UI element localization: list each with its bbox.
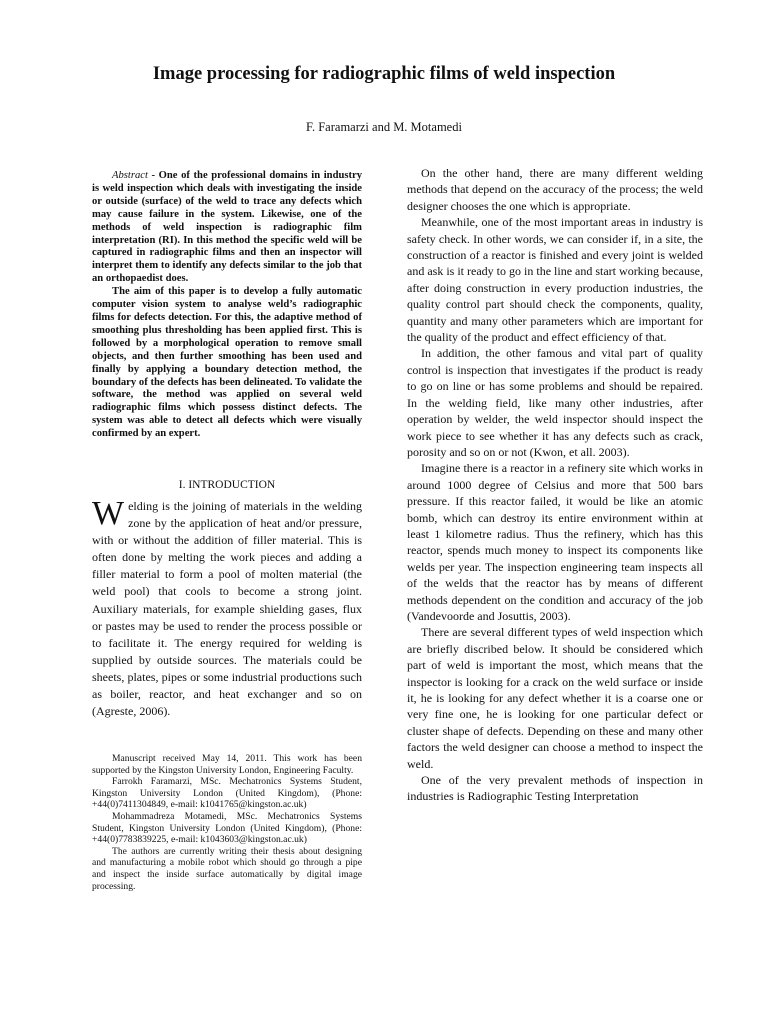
- abstract-dash: -: [147, 170, 159, 181]
- right-paragraph-5: There are several different types of weld inspection which are briefly discribed below. It should be considered which part of weld is important the most, which means that the inspector is looking for a crack on the weld surface or inside it, he is looking for any defect whether it is a coarse one or very fine one, he is looking for one particular defect or cluster shape of defects. Depending on these and many other factors the weld designer can choose a method to inspect the weld.: [407, 625, 703, 771]
- right-paragraph-2: Meanwhile, one of the most important areas in industry is safety check. In other words, we can consider if, in a site, the construction of a reactor is finished and every joint is welded and ask is it ready to go in the line and start working because, after doing construction in every production industries, the quality control part should check the components, quality, quantity and many other parameters which are important for the quality of the product and effect efficiency of that.: [407, 215, 703, 345]
- right-column-body: [407, 165, 703, 805]
- right-paragraph-3: In addition, the other famous and vital part of quality control is inspection that investigates if the product is ready to go on line or has some problems and should be repaired. In the welding field, like many other industries, after operation by welder, the weld inspector should inspect the work piece to see whether it has any defects such as crack, porosity and so on or not (Kwon, et all. 2003).: [407, 346, 703, 459]
- paper-authors: F. Faramarzi and M. Motamedi: [306, 120, 462, 134]
- footnote-author-1: Farrokh Faramarzi, MSc. Mechatronics Systems Student, Kingston University London (United Kingdom), (Phone: +44(0)7411304849, e-mail: k1041765@kingston.ac.uk): [92, 776, 362, 811]
- abstract-paragraph-1: [92, 170, 362, 286]
- paper-title: Image processing for radiographic films of weld inspection: [152, 64, 616, 84]
- abstract-section: [92, 170, 362, 441]
- drop-cap: W: [92, 495, 125, 532]
- footnotes-section: [92, 753, 362, 892]
- section-heading-introduction: I. INTRODUCTION: [178, 479, 276, 491]
- footnote-manuscript: Manuscript received May 14, 2011. This work has been supported by the Kingston University London, Engineering Faculty.: [92, 753, 362, 776]
- right-paragraph-4: Imagine there is a reactor in a refinery site which works in around 1000 degree of Celsius and more that 500 bars pressure. If this reactor failed, it would be like an atomic bomb, which can destroy its entire environment within at least 1 kilometre radius. Thus the refinery, which has this reactor, spends much money to inspect its components like welds per year. The inspection engineering team inspects all of the welds that the reactor has by means of different methods dependent on the condition and accuracy of the job (Vandevoorde and Josuttis, 2003).: [407, 461, 703, 623]
- abstract-label: Abstract: [112, 170, 148, 181]
- abstract-text-1: One of the professional domains in industry is weld inspection which deals with investigating the inside or outside (surface) of the weld to trace any defects which may cause failure in the system. Likewise, one of the methods of weld inspection is radiographic film interpretation (RI). In this method the specific weld will be captured in radiographic films and then an inspector will interpret them to identify any defects similar to the job that an orthopaedist does.: [92, 170, 362, 285]
- right-paragraph-1: On the other hand, there are many different welding methods that depend on the accuracy of the process; the weld designer chooses the one which is appropriate.: [407, 166, 703, 213]
- introduction-paragraph: [92, 495, 362, 720]
- introduction-section: [92, 495, 362, 720]
- abstract-paragraph-2: The aim of this paper is to develop a fully automatic computer vision system to analyse weld’s radiographic films for defects detection. For this, the adaptive method of smoothing plus thresholding has been applied first. This is followed by a morphological operation to remove small objects, and then further smoothing has been used and finally by applying a boundary detection method, the boundary of the defects has been delineated. To validate the software, the method was applied on several weld radiographic films which possess distinct defects. The system was able to detect all defects which were visually confirmed by an expert.: [92, 286, 362, 440]
- footnote-thesis: The authors are currently writing their thesis about designing and manufacturing a mobile robot which should go through a pipe and inspect the inside surface automatically by digital image processing.: [92, 845, 362, 892]
- right-paragraph-6: One of the very prevalent methods of inspection in industries is Radiographic Testing Interpretation: [407, 773, 703, 804]
- introduction-text: elding is the joining of materials in the welding zone by the application of heat and/or pressure, with or without the addition of filler material. This is often done by melting the work pieces and adding a filler material to form a pool of molten material (the weld pool) that cools to become a strong joint. Auxiliary materials, for example shielding gases, flux or pastes may be used to render the process possible or to facilitate it. The energy required for welding is supplied by outside sources. The materials could be sheets, plates, pipes or some industrial productions such as boiler, reactor, and heat exchanger and so on (Agreste, 2006).: [92, 499, 362, 719]
- footnote-author-2: Mohammadreza Motamedi, MSc. Mechatronics Systems Student, Kingston University London (United Kingdom), (Phone: +44(0)7783839225, e-mail: k1043603@kingston.ac.uk): [92, 810, 362, 846]
